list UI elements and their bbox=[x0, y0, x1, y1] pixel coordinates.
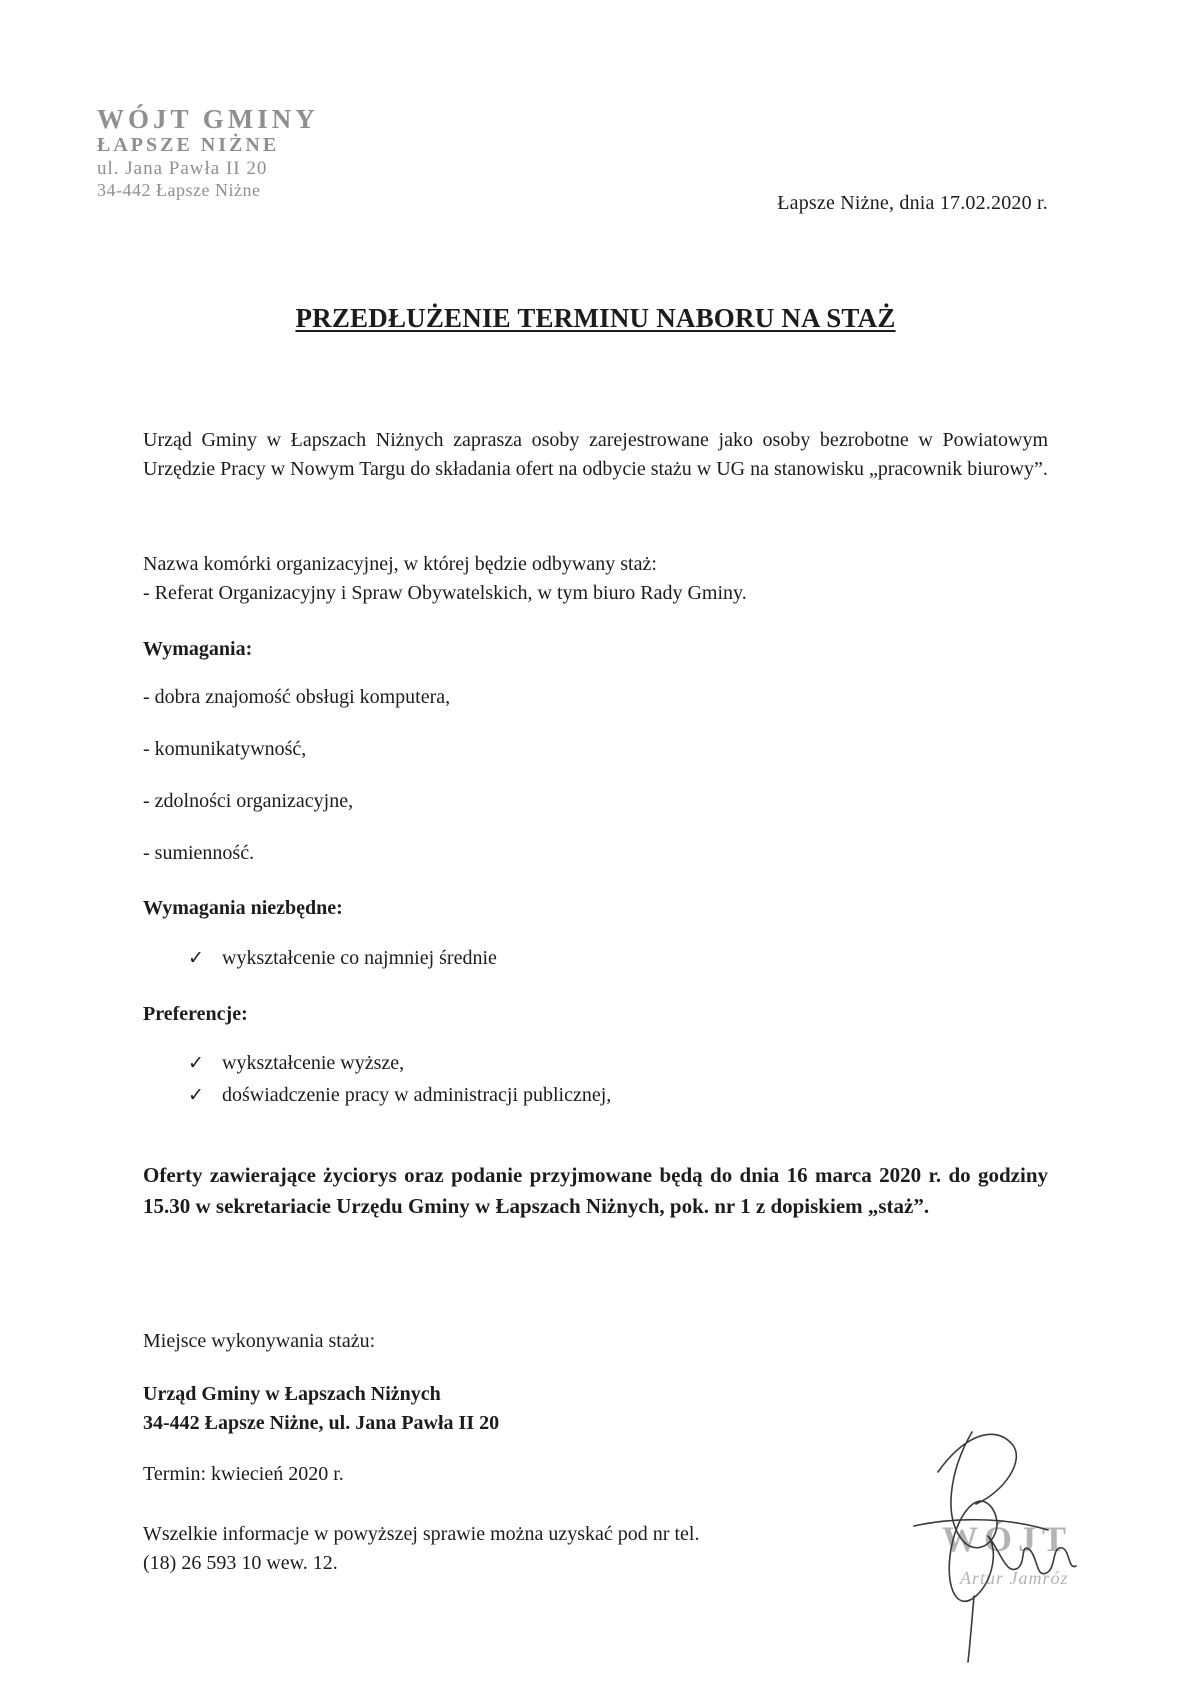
preference-item bbox=[188, 1081, 611, 1110]
signature-stamp-name: Artur Jamróz bbox=[960, 1568, 1069, 1588]
requirement-item: - sumienność. bbox=[143, 842, 255, 864]
stamp-line-3: ul. Jana Pawła II 20 bbox=[97, 158, 268, 180]
offers-paragraph: Oferty zawierające życiorys oraz podanie przyjmowane będą do dnia 16 marca 2020 r. do godziny 15.30 w sekretariacie Urzędu Gminy w Łapszach Niżnych, pok. nr 1 z dopiskiem „staż”. bbox=[143, 1163, 1048, 1218]
info-line-1: Wszelkie informacje w powyższej sprawie można uzyskać pod nr tel. bbox=[143, 1523, 700, 1545]
requirement-item: - dobra znajomość obsługi komputera, bbox=[143, 686, 451, 708]
preferences-heading: Preferencje: bbox=[143, 1003, 248, 1025]
checkmark-icon: ✓ bbox=[188, 1053, 204, 1074]
document-title: PRZEDŁUŻENIE TERMINU NABORU NA STAŻ bbox=[295, 303, 896, 333]
unit-value: - Referat Organizacyjny i Spraw Obywatelskich, w tym biuro Rady Gminy. bbox=[143, 582, 747, 604]
place-address: 34-442 Łapsze Niżne, ul. Jana Pawła II 20 bbox=[143, 1412, 500, 1434]
requirement-item: - zdolności organizacyjne, bbox=[143, 790, 354, 812]
stamp-line-1: WÓJT GMINY bbox=[97, 104, 319, 134]
signature-stamp-title: WÓJT bbox=[942, 1519, 1073, 1559]
date-line: Łapsze Niżne, dnia 17.02.2020 r. bbox=[777, 192, 1048, 214]
unit-section bbox=[143, 550, 1048, 608]
must-have-heading: Wymagania niezbędne: bbox=[143, 897, 343, 919]
stamp-line-2: ŁAPSZE NIŻNE bbox=[97, 134, 280, 157]
requirement-item: - komunikatywność, bbox=[143, 738, 307, 760]
must-have-item bbox=[188, 944, 497, 973]
must-have-text: wykształcenie co najmniej średnie bbox=[222, 947, 497, 969]
term-line: Termin: kwiecień 2020 r. bbox=[143, 1463, 344, 1485]
info-phone: (18) 26 593 10 wew. 12. bbox=[143, 1552, 338, 1574]
unit-label: Nazwa komórki organizacyjnej, w której będzie odbywany staż: bbox=[143, 553, 657, 575]
preference-text: doświadczenie pracy w administracji publicznej, bbox=[222, 1084, 612, 1106]
intro-paragraph: Urząd Gminy w Łapszach Niżnych zaprasza osoby zarejestrowane jako osoby bezrobotne w Powiatowym Urzędzie Pracy w Nowym Targu do składania ofert na odbycie stażu w UG na stanowisku „pracownik biurowy”. bbox=[143, 429, 1048, 480]
office-stamp bbox=[97, 105, 337, 200]
stamp-line-4: 34-442 Łapsze Niżne bbox=[97, 180, 261, 201]
preference-item bbox=[188, 1049, 404, 1078]
checkmark-icon: ✓ bbox=[188, 948, 204, 969]
place-name: Urząd Gminy w Łapszach Niżnych bbox=[143, 1383, 441, 1405]
requirements-heading: Wymagania: bbox=[143, 638, 253, 660]
handwritten-signature bbox=[880, 1400, 1120, 1670]
checkmark-icon: ✓ bbox=[188, 1085, 204, 1106]
preference-text: wykształcenie wyższe, bbox=[222, 1052, 405, 1074]
signature-block bbox=[880, 1400, 1120, 1670]
place-label: Miejsce wykonywania stażu: bbox=[143, 1330, 376, 1352]
